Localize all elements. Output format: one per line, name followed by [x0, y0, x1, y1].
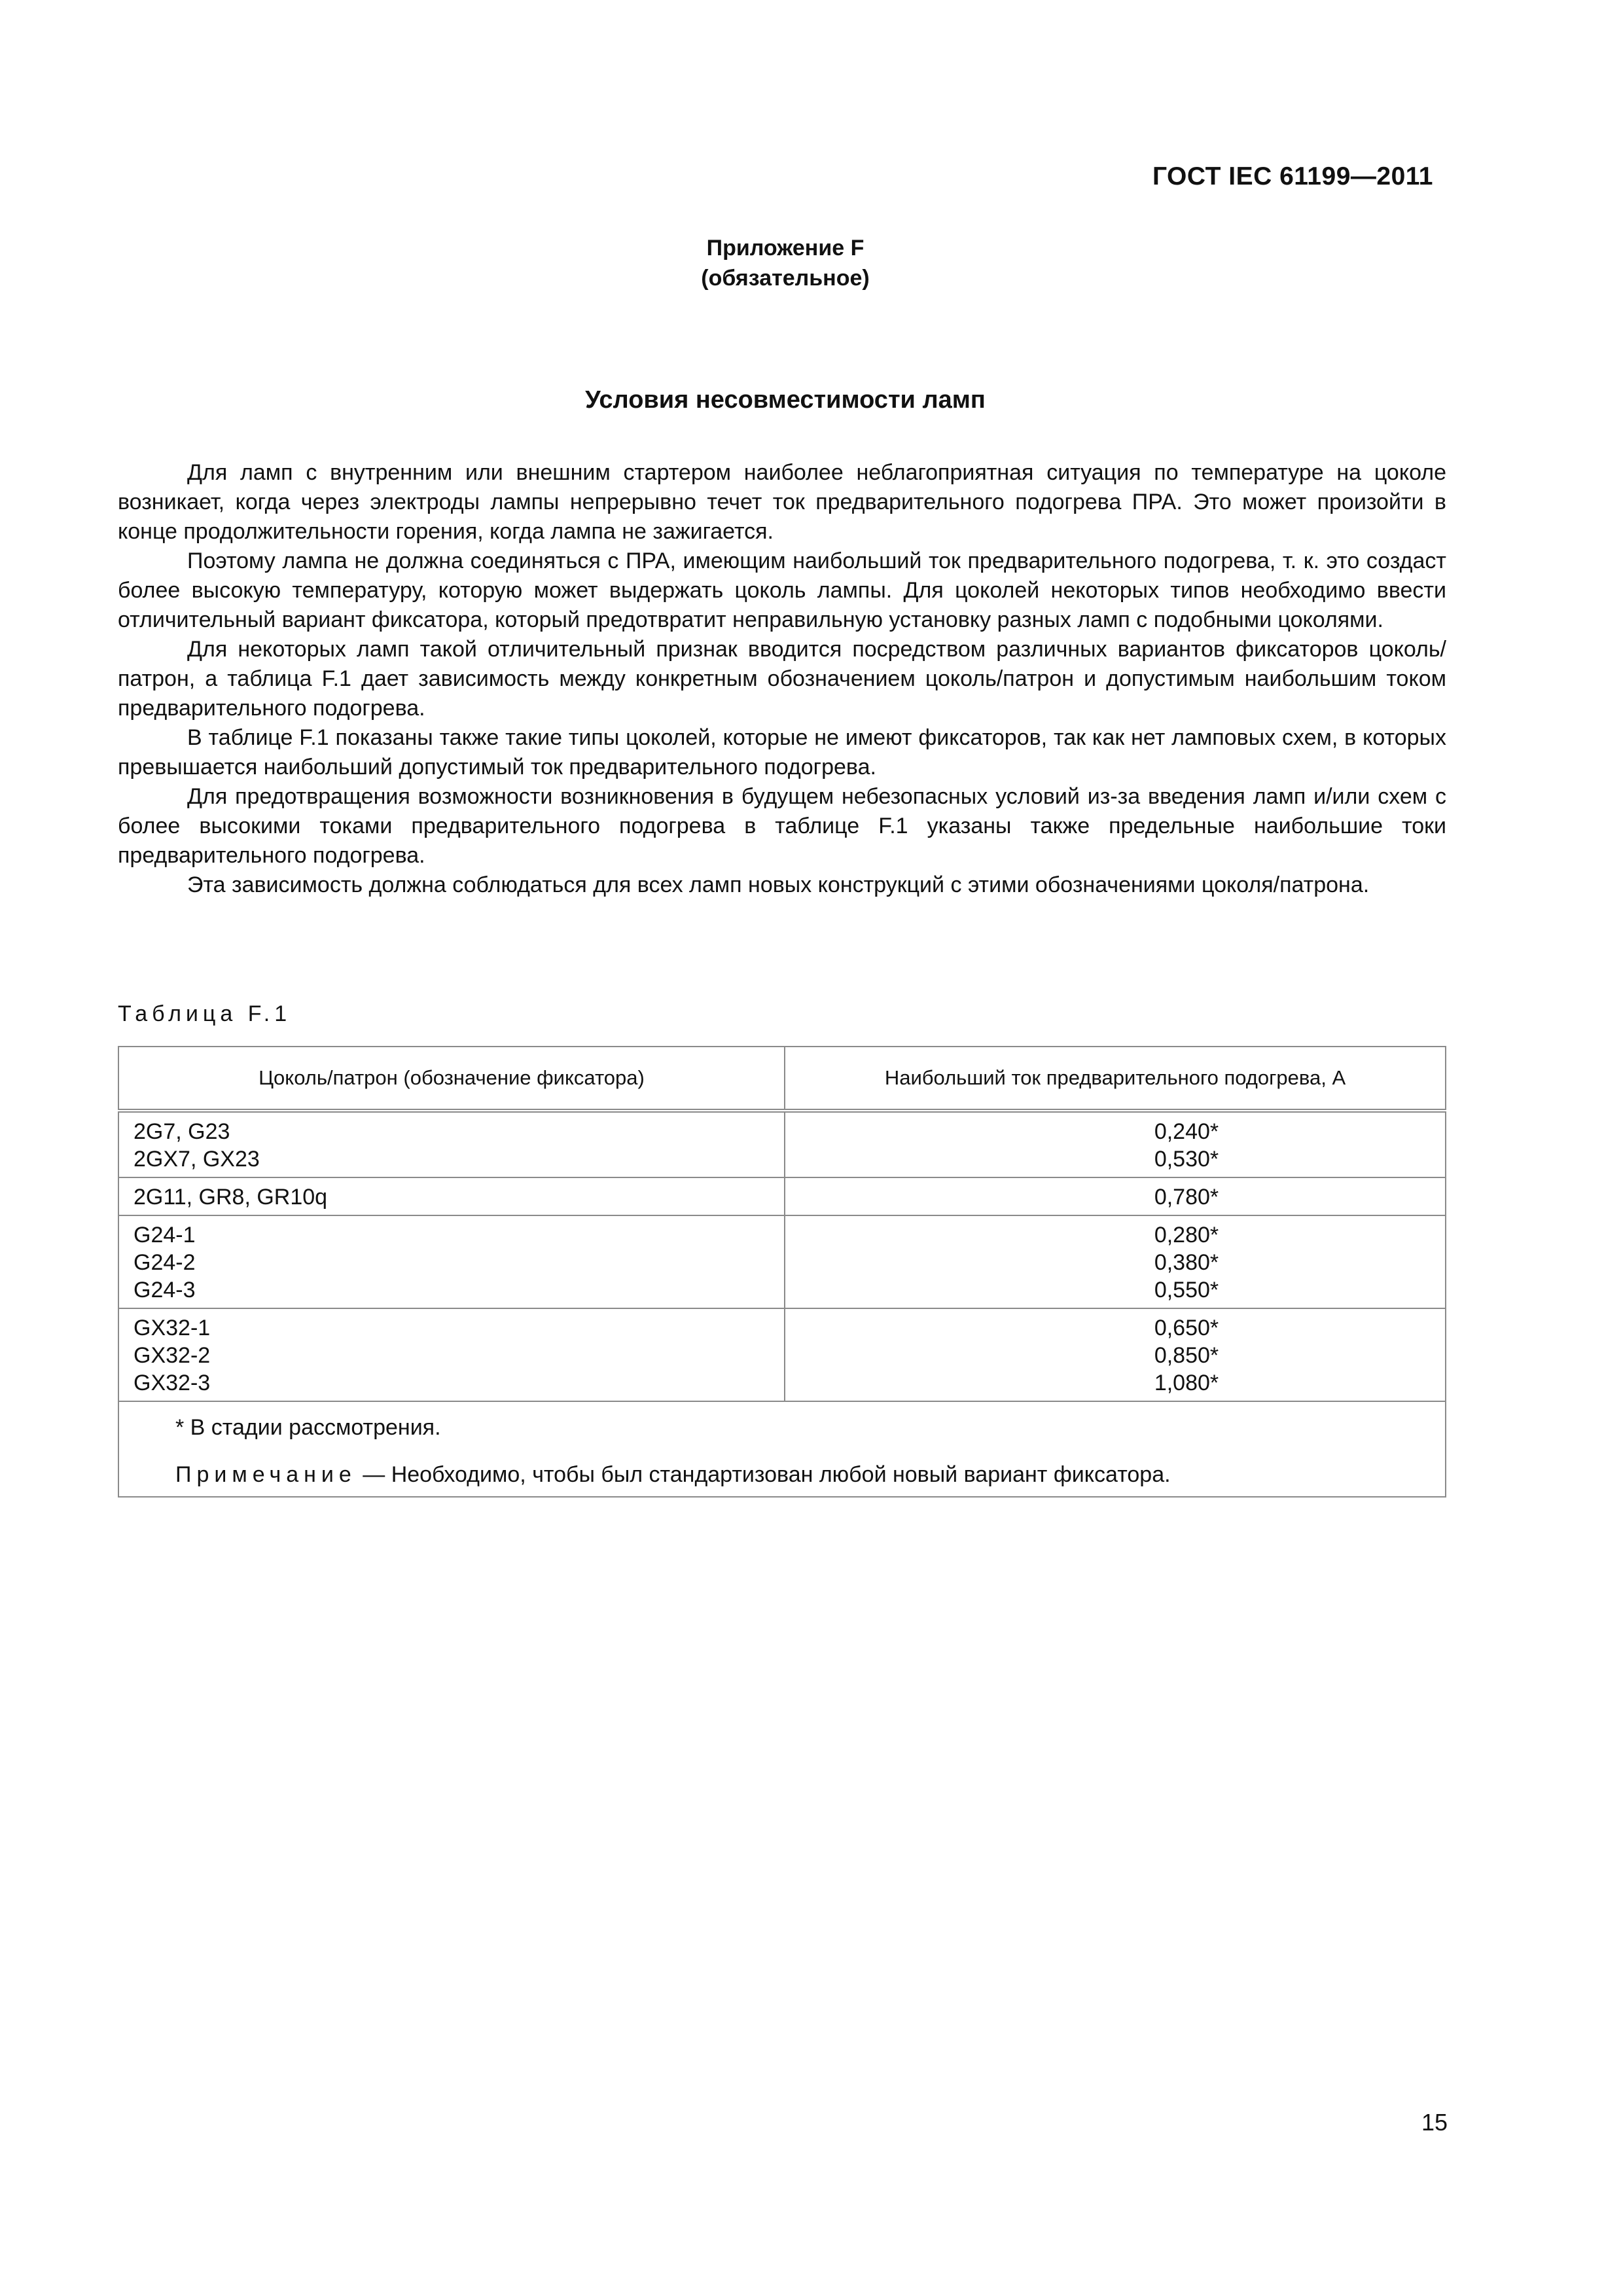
current-value: 0,240*	[1154, 1119, 1219, 1144]
current-value: 1,080*	[1154, 1371, 1219, 1395]
cap-cell	[118, 1215, 785, 1308]
cap-designation: GX32-3	[134, 1371, 211, 1395]
current-cell	[785, 1111, 1446, 1177]
paragraph: Эта зависимость должна соблюдаться для всех ламп новых конструкций с этими обозначениями цоколя/патрона.	[187, 872, 1370, 897]
column-header-cap: Цоколь/патрон (обозначение фиксатора)	[118, 1047, 785, 1111]
annex-heading	[0, 233, 1571, 293]
note-label: Примечание	[175, 1462, 357, 1487]
table-caption: Таблица F.1	[118, 1001, 292, 1026]
table-row	[118, 1215, 1446, 1308]
annex-title: Приложение F	[706, 236, 865, 260]
cap-designation: GX32-1	[134, 1316, 211, 1340]
cap-designation: 2GX7, GX23	[134, 1147, 260, 1172]
cap-cell	[118, 1308, 785, 1401]
current-cell	[785, 1215, 1446, 1308]
current-value: 0,650*	[1154, 1316, 1219, 1340]
current-value: 0,780*	[1154, 1185, 1219, 1210]
body-text	[118, 458, 1446, 900]
paragraph: Поэтому лампа не должна соединяться с ПРА, имеющим наибольший ток предварительного подогрева, т. к. это создаст более высокую температуру, которую может выдержать цоколь лампы. Для цоколей некоторых типов необходимо ввести отличительный вариант фиксатора, который предотвратит неправильную установку разных ламп с подобными цоколями.	[118, 548, 1446, 632]
cap-designation: G24-1	[134, 1223, 196, 1247]
current-value: 0,850*	[1154, 1343, 1219, 1368]
cap-designation: 2G7, G23	[134, 1119, 230, 1144]
paragraph: Для предотвращения возможности возникновения в будущем небезопасных условий из-за введения ламп и/или схем с более высокими токами предварительного подогрева в таблице F.1 указаны также предельные наибольшие токи предварительного подогрева.	[118, 784, 1446, 868]
current-cell	[785, 1308, 1446, 1401]
lamp-table	[118, 1046, 1446, 1498]
current-cell	[785, 1177, 1446, 1215]
table-row	[118, 1177, 1446, 1215]
section-title: Условия несовместимости ламп	[585, 386, 986, 414]
cap-designation: G24-2	[134, 1250, 196, 1275]
current-value: 0,280*	[1154, 1223, 1219, 1247]
column-header-current: Наибольший ток предварительного подогрева, А	[785, 1047, 1446, 1111]
table-footer-row	[118, 1401, 1446, 1497]
current-value: 0,380*	[1154, 1250, 1219, 1275]
cap-designation: 2G11, GR8, GR10q	[134, 1185, 328, 1210]
table-note	[175, 1460, 1389, 1490]
current-value: 0,550*	[1154, 1278, 1219, 1302]
table-notes	[118, 1401, 1446, 1497]
table-footnote: * В стадии рассмотрения.	[175, 1415, 441, 1440]
cap-designation: GX32-2	[134, 1343, 211, 1368]
paragraph: В таблице F.1 показаны также такие типы цоколей, которые не имеют фиксаторов, так как нет ламповых схем, в которых превышается наибольший допустимый ток предварительного подогрева.	[118, 725, 1446, 780]
paragraph: Для ламп с внутренним или внешним стартером наиболее неблагоприятная ситуация по температуре на цоколе возникает, когда через электроды лампы непрерывно течет ток предварительного подогрева ПРА. Это может произойти в конце продолжительности горения, когда лампа не зажигается.	[118, 460, 1446, 544]
note-text: — Необходимо, чтобы был стандартизован любой новый вариант фиксатора.	[356, 1462, 1171, 1487]
cap-designation: G24-3	[134, 1278, 196, 1302]
current-value: 0,530*	[1154, 1147, 1219, 1172]
page-number: 15	[1421, 2109, 1448, 2136]
annex-status: (обязательное)	[701, 266, 870, 291]
table-row	[118, 1111, 1446, 1177]
table-header-row	[118, 1047, 1446, 1111]
table-row	[118, 1308, 1446, 1401]
paragraph: Для некоторых ламп такой отличительный признак вводится посредством различных вариантов фиксаторов цоколь/патрон, а таблица F.1 дает зависимость между конкретным обозначением цоколь/патрон и допустимым наибольшим током предварительного подогрева.	[118, 637, 1446, 721]
standard-code: ГОСТ IEC 61199—2011	[1152, 162, 1433, 190]
cap-cell	[118, 1177, 785, 1215]
cap-cell	[118, 1111, 785, 1177]
